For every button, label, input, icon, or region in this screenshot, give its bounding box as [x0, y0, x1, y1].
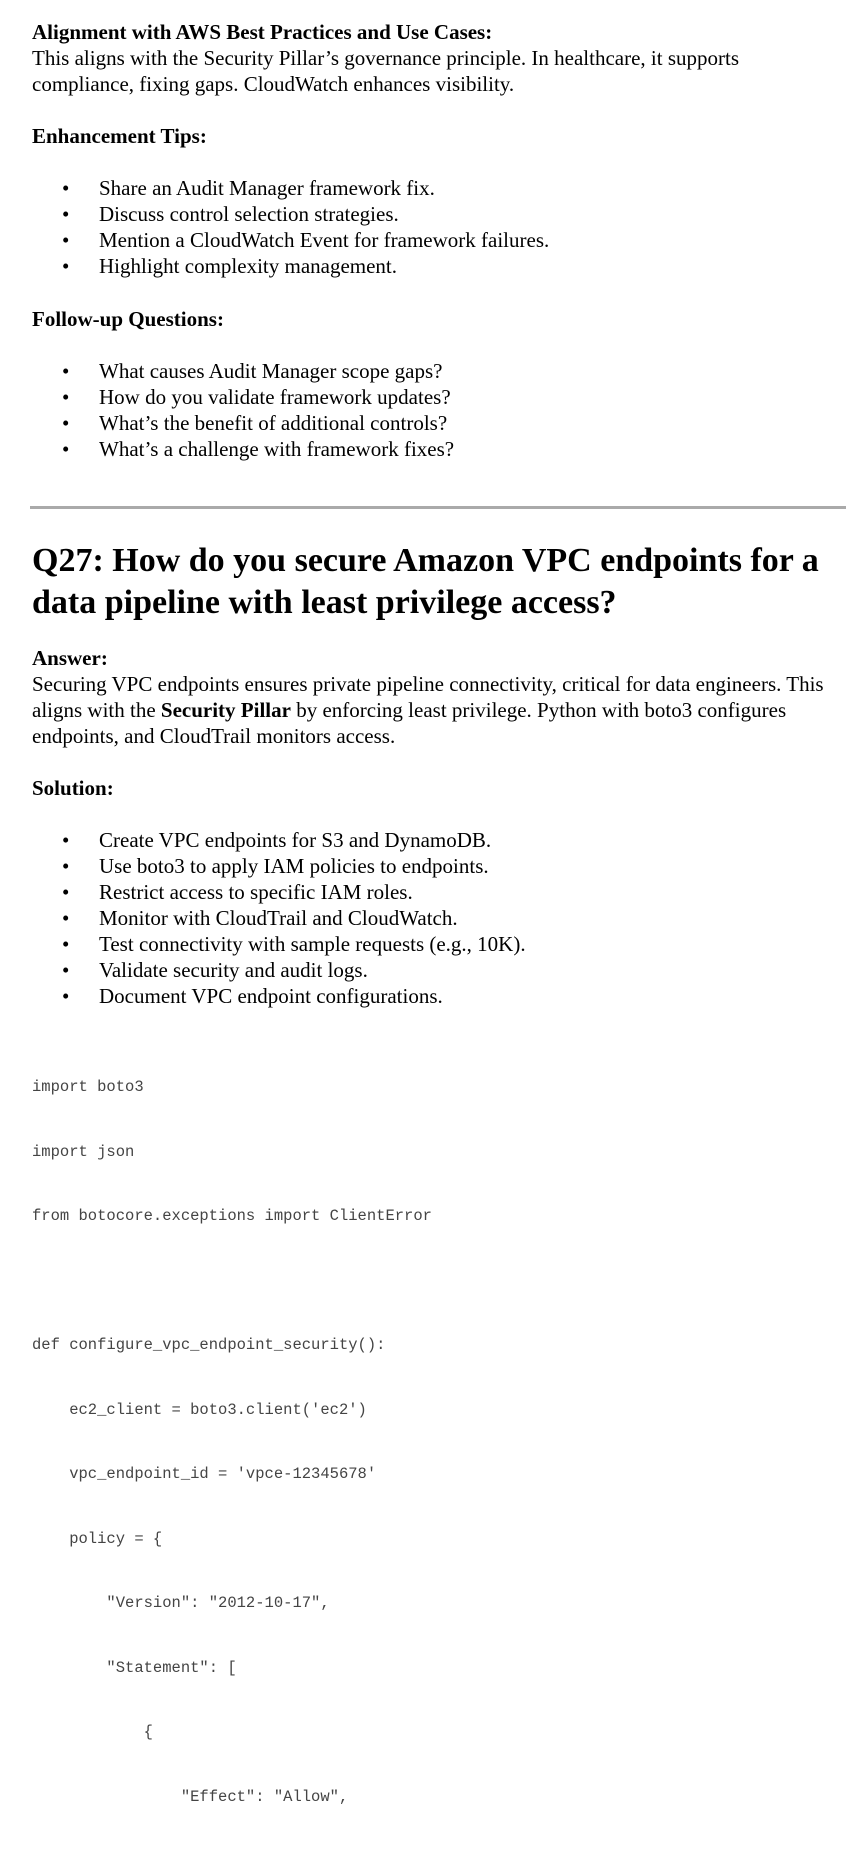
- bullet-icon: •: [62, 984, 70, 1008]
- alignment-heading: Alignment with AWS Best Practices and Use Cases:: [32, 20, 493, 44]
- code-line: {: [32, 1723, 153, 1741]
- solution-list: [32, 827, 846, 1009]
- code-line: ec2_client = boto3.client('ec2'): [32, 1400, 367, 1419]
- answer-text: Securing VPC endpoints ensures private pipeline connectivity, critical for data engineers. This aligns with the Security Pillar by enforcing least privilege. Python with boto3 configures endpoints, and CloudTrail monitors access.: [32, 672, 824, 748]
- code-line: from botocore.exceptions import ClientError: [32, 1207, 432, 1225]
- followup-list: [32, 358, 846, 462]
- list-item: • Validate security and audit logs.: [62, 958, 368, 982]
- bullet-icon: •: [62, 176, 70, 200]
- bullet-icon: •: [62, 385, 70, 409]
- followup-heading: Follow-up Questions:: [32, 307, 224, 331]
- solution-heading: Solution:: [32, 776, 114, 800]
- bullet-icon: •: [62, 228, 70, 252]
- code-line: policy = {: [32, 1529, 163, 1548]
- enhancement-list: [32, 175, 846, 279]
- question-title: Q27: How do you secure Amazon VPC endpoints for a data pipeline with least privilege access?: [32, 542, 819, 621]
- bullet-icon: •: [62, 411, 70, 435]
- list-item: • Test connectivity with sample requests (e.g., 10K).: [62, 932, 526, 956]
- bullet-icon: •: [62, 880, 70, 904]
- section-divider: [30, 506, 846, 509]
- code-line: [32, 1271, 846, 1293]
- list-item: • What’s a challenge with framework fixes?: [62, 437, 455, 461]
- bullet-icon: •: [62, 828, 70, 852]
- list-item: • Document VPC endpoint configurations.: [62, 984, 443, 1008]
- bullet-icon: •: [62, 958, 70, 982]
- list-item: • Use boto3 to apply IAM policies to endpoints.: [62, 854, 489, 878]
- list-item: • How do you validate framework updates?: [62, 385, 451, 409]
- code-block: [32, 1034, 846, 1851]
- list-item: • Highlight complexity management.: [62, 254, 398, 278]
- code-line: "Statement": [: [32, 1658, 237, 1677]
- code-line: "Version": "2012-10-17",: [32, 1594, 330, 1612]
- list-item: • Restrict access to specific IAM roles.: [62, 880, 413, 904]
- bullet-icon: •: [62, 254, 70, 278]
- code-line: "Effect": "Allow",: [32, 1787, 349, 1806]
- code-line: import json: [32, 1142, 135, 1161]
- code-line: vpc_endpoint_id = 'vpce-12345678': [32, 1465, 377, 1483]
- bullet-icon: •: [62, 932, 70, 956]
- bullet-icon: •: [62, 437, 70, 461]
- list-item: • Create VPC endpoints for S3 and DynamoDB.: [62, 828, 492, 852]
- alignment-text: This aligns with the Security Pillar’s governance principle. In healthcare, it supports compliance, fixing gaps. CloudWatch enhances visibility.: [32, 46, 740, 96]
- code-line: def configure_vpc_endpoint_security():: [32, 1336, 386, 1354]
- list-item: • Share an Audit Manager framework fix.: [62, 176, 435, 200]
- answer-heading: Answer:: [32, 646, 108, 670]
- bullet-icon: •: [62, 359, 70, 383]
- bullet-icon: •: [62, 906, 70, 930]
- list-item: • Discuss control selection strategies.: [62, 202, 399, 226]
- list-item: • What’s the benefit of additional controls?: [62, 411, 448, 435]
- security-pillar-emphasis: Security Pillar: [160, 698, 291, 722]
- bullet-icon: •: [62, 202, 70, 226]
- code-line: import boto3: [32, 1078, 144, 1096]
- list-item: • What causes Audit Manager scope gaps?: [62, 359, 443, 383]
- list-item: • Monitor with CloudTrail and CloudWatch.: [62, 906, 458, 930]
- bullet-icon: •: [62, 854, 70, 878]
- enhancement-heading: Enhancement Tips:: [32, 124, 207, 148]
- list-item: • Mention a CloudWatch Event for framework failures.: [62, 228, 550, 252]
